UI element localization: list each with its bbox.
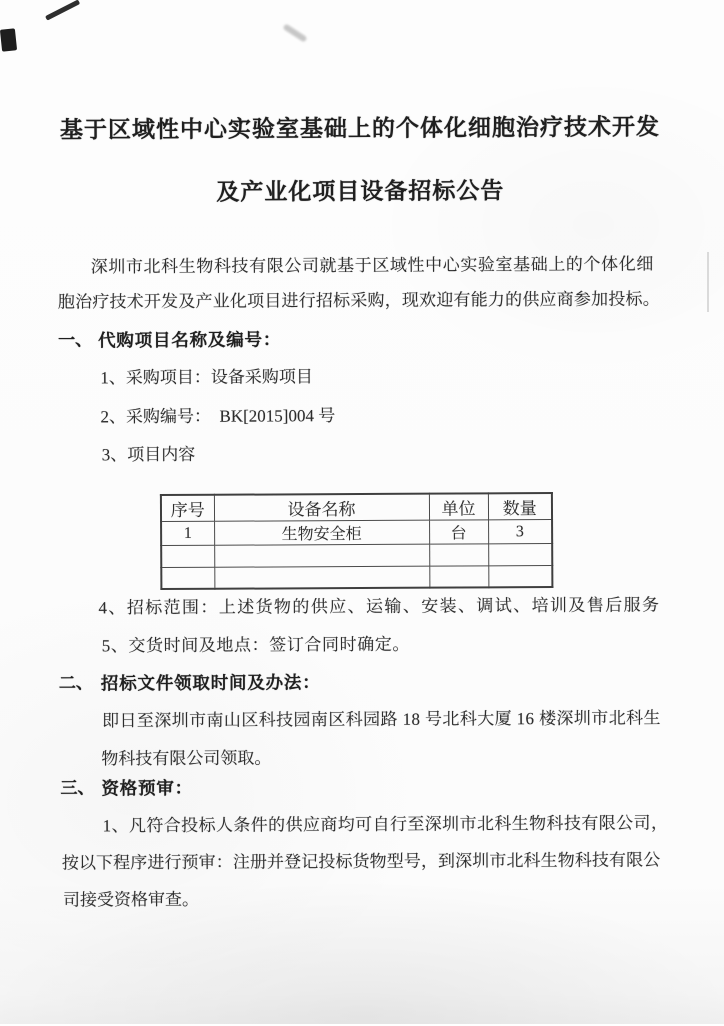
equipment-table bbox=[160, 492, 553, 590]
table-cell-unit bbox=[429, 544, 488, 566]
list-item-project-content: 3、项目内容 bbox=[101, 444, 196, 465]
section-three-heading: 资格预审： bbox=[101, 777, 193, 799]
table-header-row bbox=[161, 493, 552, 522]
document-title-line-2: 及产业化项目设备招标公告 bbox=[216, 178, 505, 205]
table-cell-equipment-name bbox=[214, 544, 429, 567]
section-three-marker: 三、 bbox=[60, 778, 95, 798]
table-cell-seq bbox=[161, 545, 214, 567]
table-row bbox=[161, 566, 552, 589]
section-two-line-2: 物科技有限公司领取。 bbox=[101, 748, 272, 769]
list-item-bid-scope: 4、招标范围：上述货物的供应、运输、安装、调试、培训及售后服务 bbox=[98, 595, 661, 618]
table-header-seq: 序号 bbox=[161, 495, 214, 522]
table-cell-quantity bbox=[488, 544, 552, 566]
table-cell-quantity: 3 bbox=[488, 520, 552, 544]
table-cell-quantity bbox=[488, 566, 552, 587]
document-title-line-1: 基于区域性中心实验室基础上的个体化细胞治疗技术开发 bbox=[59, 114, 661, 143]
section-two-marker: 二、 bbox=[58, 673, 93, 693]
list-item-delivery: 5、交货时间及地点：签订合同时确定。 bbox=[101, 634, 411, 656]
table-row bbox=[161, 544, 552, 568]
table-cell-seq bbox=[161, 567, 214, 588]
table-header-quantity: 数量 bbox=[488, 493, 552, 520]
list-item-purchase-number: 2、采购编号： BK[2015]004 号 bbox=[100, 406, 336, 427]
section-two-line-1: 即日至深圳市南山区科技园南区科园路 18 号北科大厦 16 楼深圳市北科生 bbox=[102, 708, 661, 731]
table-header-unit: 单位 bbox=[429, 493, 488, 520]
table-cell-seq: 1 bbox=[161, 521, 214, 545]
section-three-line-1: 1、凡符合投标人条件的供应商均可自行至深圳市北科生物科技有限公司， bbox=[102, 813, 669, 836]
section-three-line-2: 按以下程序进行预审：注册并登记投标货物型号，到深圳市北科生物科技有限公 bbox=[61, 850, 661, 873]
table-row bbox=[161, 520, 552, 546]
section-one-marker: 一、 bbox=[58, 330, 93, 350]
table-cell-equipment-name bbox=[214, 566, 429, 588]
section-two-heading: 招标文件领取时间及办法： bbox=[100, 672, 321, 694]
section-three-line-3: 司接受资格审查。 bbox=[62, 889, 200, 910]
section-one-heading: 代购项目名称及编号： bbox=[98, 329, 282, 351]
list-item-purchase-project: 1、采购项目：设备采购项目 bbox=[100, 367, 313, 388]
table-cell-unit: 台 bbox=[429, 520, 488, 544]
intro-line-1: 深圳市北科生物科技有限公司就基于区域性中心实验室基础上的个体化细 bbox=[90, 254, 654, 277]
intro-line-2: 胞治疗技术开发及产业化项目进行招标采购，现欢迎有能力的供应商参加投标。 bbox=[57, 289, 660, 312]
table-cell-unit bbox=[429, 566, 488, 587]
table-header-equipment-name: 设备名称 bbox=[214, 494, 429, 522]
table-cell-equipment-name: 生物安全柜 bbox=[214, 520, 429, 545]
